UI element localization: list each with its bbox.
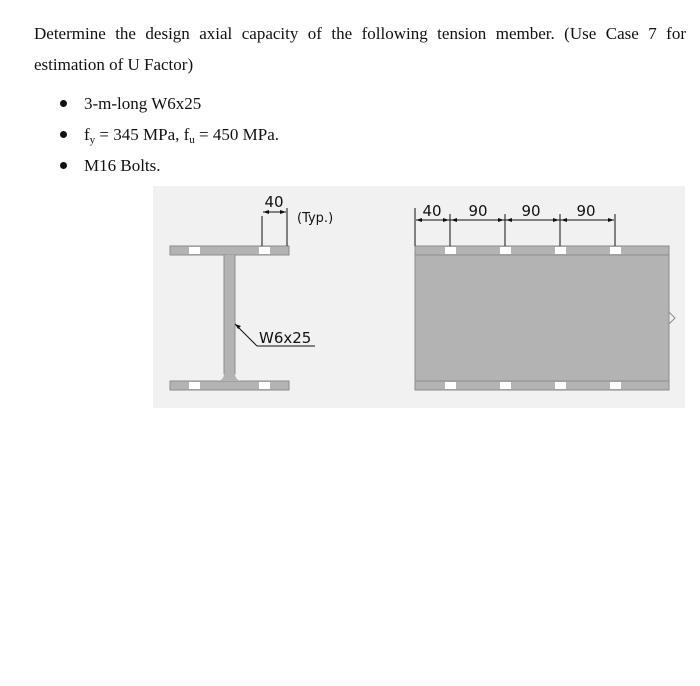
- member-length: 3-m-long W6x25: [84, 94, 202, 113]
- section-bolt-hole: [259, 247, 270, 254]
- figure-svg: [153, 186, 685, 408]
- bolt-spec: M16 Bolts.: [84, 156, 161, 175]
- plan-bolt-hole: [555, 247, 566, 254]
- plan-bolt-hole: [445, 247, 456, 254]
- section-bolt-hole: [189, 382, 200, 389]
- plan-bolt-hole: [555, 382, 566, 389]
- member-figure: [153, 186, 685, 413]
- plan-bolt-hole: [500, 382, 511, 389]
- typical-label: (Typ.): [297, 211, 334, 226]
- pitch-label: 40: [422, 202, 442, 220]
- fu-value: = 450 MPa.: [194, 125, 279, 144]
- fy-symbol: f: [84, 125, 90, 144]
- member-plate: [415, 246, 669, 390]
- fu-subscript: u: [189, 134, 195, 146]
- pitch-label: 90: [576, 202, 596, 220]
- list-item-length: [34, 88, 686, 119]
- gauge-label: 40: [264, 193, 284, 211]
- requirement-list: [34, 88, 686, 181]
- problem-statement: Determine the design axial capacity of the following tension member. (Use Case 7 for estimation of U Factor): [34, 24, 686, 74]
- shape-label: W6x25: [259, 329, 312, 347]
- bottom-flange: [170, 381, 289, 390]
- list-item-bolts: [34, 150, 686, 181]
- pitch-label: 90: [468, 202, 488, 220]
- problem-block: [34, 18, 686, 181]
- plan-bolt-hole: [445, 382, 456, 389]
- plan-bolt-hole: [610, 382, 621, 389]
- section-bolt-hole: [189, 247, 200, 254]
- fy-value: = 345 MPa,: [95, 125, 184, 144]
- section-bolt-hole: [259, 382, 270, 389]
- top-flange: [170, 246, 289, 255]
- plan-bolt-hole: [500, 247, 511, 254]
- pitch-label: 90: [521, 202, 541, 220]
- fy-subscript: y: [89, 134, 96, 146]
- list-item-strength: [34, 119, 686, 150]
- plan-bolt-hole: [610, 247, 621, 254]
- fu-symbol: f: [183, 125, 190, 144]
